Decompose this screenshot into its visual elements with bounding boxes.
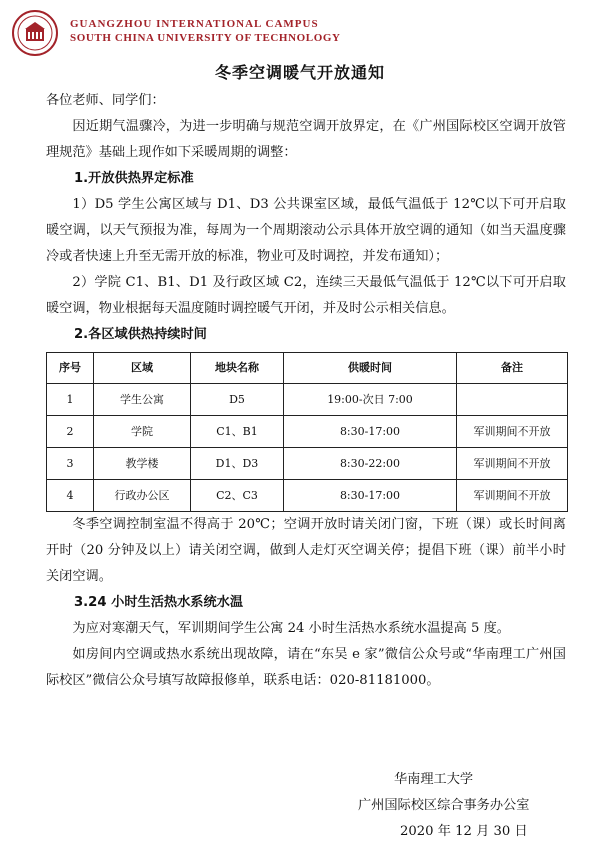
table-cell: 军训期间不开放 (457, 448, 568, 480)
table-cell: 2 (47, 416, 94, 448)
table-row (47, 448, 568, 480)
notice-body (46, 88, 566, 694)
section-1-item-1: 1）D5 学生公寓区域与 D1、D3 公共课室区域，最低气温低于 12℃以下可开启取暖空调，以天气预报为准，每周为一个周期滚动公示具体开放空调的通知（如当天温度骤冷或者快速上升至无需开放的标准，物业可及时调控，并发布通知）； (46, 197, 566, 264)
greeting: 各位老师、同学们： (46, 93, 165, 108)
table-cell: D5 (191, 384, 284, 416)
campus-name: GUANGZHOU INTERNATIONAL CAMPUS (70, 18, 319, 30)
col-header-area: 区域 (94, 353, 191, 384)
table-cell: 8:30-17:00 (284, 480, 457, 512)
table-cell: 19:00-次日 7:00 (284, 384, 457, 416)
col-header-number: 序号 (47, 353, 94, 384)
table-cell: C2、C3 (191, 480, 284, 512)
table-cell: 学院 (94, 416, 191, 448)
table-row (47, 384, 568, 416)
heating-schedule-table (46, 352, 568, 512)
signature-office: 广州国际校区综合事务办公室 (358, 798, 530, 813)
section-1-item-2: 2）学院 C1、B1、D1 及行政区域 C2，连续三天最低气温低于 12℃以下可开启取暖空调，物业根据每天温度随时调控暖气开闭，并及时公示相关信息。 (46, 275, 566, 316)
section-3-paragraph-1: 为应对寒潮天气，军训期间学生公寓 24 小时生活热水系统水温提高 5 度。 (72, 621, 510, 636)
section-2-note: 冬季空调控制室温不得高于 20℃；空调开放时请关闭门窗，下班（课）或长时间离开时（20 分钟及以上）请关闭空调，做到人走灯灭空调关停；提倡下班（课）前半小时关闭空调。 (46, 517, 566, 584)
table-cell: 教学楼 (94, 448, 191, 480)
col-header-plot: 地块名称 (191, 353, 284, 384)
table-cell: 4 (47, 480, 94, 512)
section-2-title: 2.各区域供热持续时间 (74, 327, 207, 342)
university-name: SOUTH CHINA UNIVERSITY OF TECHNOLOGY (70, 32, 341, 44)
signature-date: 2020 年 12 月 30 日 (400, 824, 528, 839)
table-row (47, 480, 568, 512)
table-cell: C1、B1 (191, 416, 284, 448)
table-cell: 8:30-22:00 (284, 448, 457, 480)
table-cell: 1 (47, 384, 94, 416)
letterhead (12, 10, 592, 60)
signature-university: 华南理工大学 (394, 772, 474, 787)
table-cell: 学生公寓 (94, 384, 191, 416)
table-cell: D1、D3 (191, 448, 284, 480)
table-cell: 军训期间不开放 (457, 416, 568, 448)
page-title: 冬季空调暖气开放通知 (214, 63, 385, 82)
table-cell: 8:30-17:00 (284, 416, 457, 448)
table-cell: 军训期间不开放 (457, 480, 568, 512)
section-3-title: 3.24 小时生活热水系统水温 (74, 595, 244, 610)
table-row (47, 416, 568, 448)
col-header-note: 备注 (457, 353, 568, 384)
university-seal-icon (12, 10, 58, 56)
section-1-title: 1.开放供热界定标准 (74, 171, 194, 186)
table-cell (457, 384, 568, 416)
col-header-time: 供暖时间 (284, 353, 457, 384)
table-header-row (47, 353, 568, 384)
section-3-paragraph-2: 如房间内空调或热水系统出现故障，请在“东吴 e 家”微信公众号或“华南理工广州国际校区”微信公众号填写故障报修单，联系电话：020-81181000。 (46, 647, 566, 688)
table-cell: 行政办公区 (94, 480, 191, 512)
table-cell: 3 (47, 448, 94, 480)
intro-paragraph: 因近期气温骤冷，为进一步明确与规范空调开放界定，在《广州国际校区空调开放管理规范》基础上现作如下采暖周期的调整： (46, 119, 566, 160)
